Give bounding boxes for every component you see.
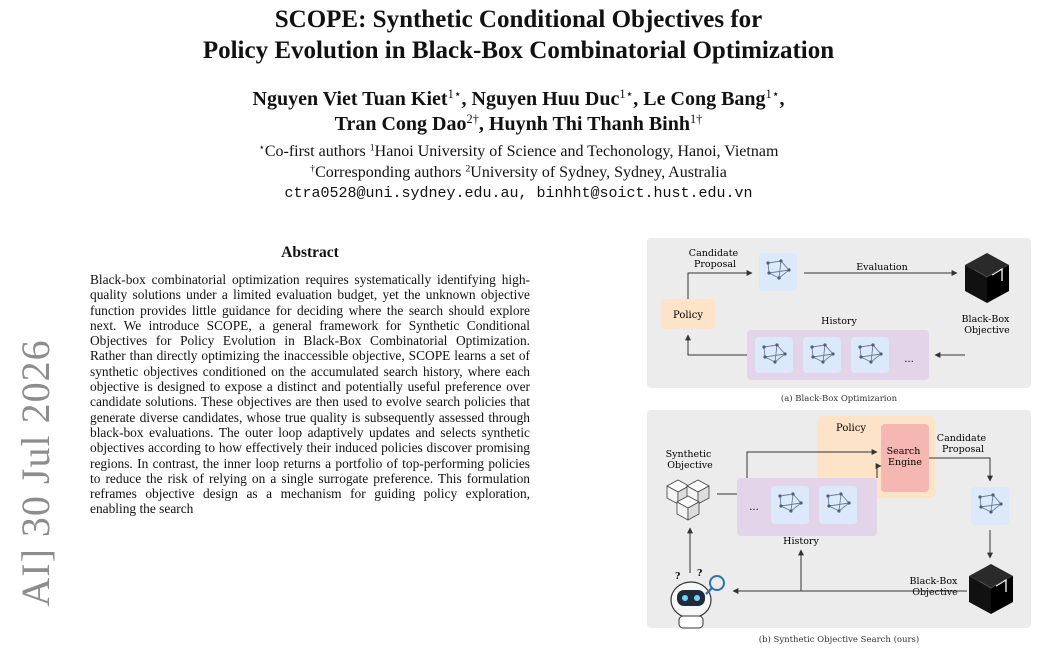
arxiv-stamp: AI] 30 Jul 2026: [13, 339, 58, 607]
history-solution: [851, 337, 889, 373]
affiliation-symbol: ⋆: [258, 142, 265, 154]
author-sep: ,: [461, 88, 472, 110]
author-emails: ctra0528@uni.sydney.edu.au, binhht@soict.hust.edu.vn: [284, 185, 753, 202]
panel-b-policy-label: Policy: [836, 423, 866, 434]
author-sep: ,: [633, 88, 644, 110]
panel-a-policy-label: Policy: [673, 310, 703, 321]
abstract-heading: Abstract: [281, 244, 339, 261]
author-mark: 1⋆: [765, 87, 780, 102]
panel-a-candidate-label: Candidate Proposal: [688, 248, 739, 270]
affiliation-line-2: [0, 162, 1037, 183]
abstract-text: Black-box combinatorial optimization requires systematically identifying high-quality solutions under a limited evaluation budget, yet the unknown objective function provides little guidance for deciding where the search should explore next. We introduce SCOPE, a general framework for Synthetic Conditional Objectives for Policy Evolution in Black-Box Combinatorial Optimization. Rather than directly optimizing the inaccessible objective, SCOPE learns a set of synthetic objectives conditioned on the accumulated search history, where each objective is designed to expose a distinct and potentially useful preference over candidate solutions. These objectives are then used to evolve search policies that generate diverse candidates, whose true quality is subsequently assessed through black-box evaluations. The outer loop adaptively updates and selects synthetic objectives according to how effectively their induced policies discover promising regions. In contrast, the inner loop returns a portfolio of top-performing policies to reduce the risk of relying on a single surrogate preference. This formulation reframes objective design as a mechanism for guiding policy exploration, enabling the search: [90, 272, 530, 517]
search-engine-label: Search Engine: [886, 446, 922, 468]
history-ellipsis: ...: [904, 354, 914, 365]
author-name: Nguyen Viet Tuan Kiet: [252, 88, 448, 110]
history-solution: [803, 337, 841, 373]
synthetic-objective-label: Synthetic Objective: [665, 449, 713, 471]
framework-figure-svg: [647, 238, 1031, 648]
title-line-2: Policy Evolution in Black-Box Combinatorial Optimization: [202, 37, 835, 64]
panel-b-caption: (b) Synthetic Objective Search (ours): [758, 635, 920, 645]
affiliation-number: 1: [369, 142, 375, 154]
author-mark: 1⋆: [619, 87, 634, 102]
affiliation-role: Corresponding authors: [315, 164, 466, 181]
author-mark: 1⋆: [447, 87, 462, 102]
history-ellipsis: ...: [749, 502, 759, 513]
affiliation-number: 2: [465, 163, 471, 175]
panel-a-evaluation-label: Evaluation: [856, 262, 908, 273]
history-solution: [755, 337, 793, 373]
panel-b-history-label: History: [783, 536, 819, 547]
affiliations: [0, 141, 1037, 204]
svg-text:?: ?: [675, 572, 681, 582]
author-line-1: [0, 87, 1037, 112]
author-list: [0, 87, 1037, 137]
author-line-2: [0, 112, 1037, 137]
affiliation-institution: Hanoi University of Science and Techonology, Hanoi, Vietnam: [374, 143, 779, 160]
author-name: Nguyen Huu Duc: [471, 88, 620, 110]
author-sep: ,: [779, 88, 785, 110]
author-name: Le Cong Bang: [643, 88, 766, 110]
panel-a-history-label: History: [821, 316, 857, 327]
author-mark: 2†: [466, 112, 479, 127]
affiliation-line-1: [0, 141, 1037, 162]
title-line-1: SCOPE: Synthetic Conditional Objectives for: [274, 6, 763, 33]
author-sep: ,: [478, 113, 489, 135]
panel-a-blackbox-label: Black-Box Objective: [961, 314, 1010, 336]
framework-figure: [647, 238, 1031, 648]
author-name: Tran Cong Dao: [334, 113, 467, 135]
author-mark: 1†: [689, 112, 703, 127]
author-name: Huynh Thi Thanh Binh: [488, 113, 690, 135]
panel-b-candidate-label: Candidate Proposal: [936, 433, 987, 455]
panel-b-blackbox-label: Black-Box Objective: [909, 576, 958, 598]
panel-a-caption: (a) Black-Box Optimizarion: [780, 394, 898, 404]
affiliation-role: Co-first authors: [264, 143, 370, 160]
svg-text:?: ?: [697, 569, 703, 579]
affiliation-symbol: †: [310, 163, 316, 175]
paper-title: [0, 4, 1037, 66]
affiliation-institution: University of Sydney, Sydney, Australia: [470, 164, 727, 181]
